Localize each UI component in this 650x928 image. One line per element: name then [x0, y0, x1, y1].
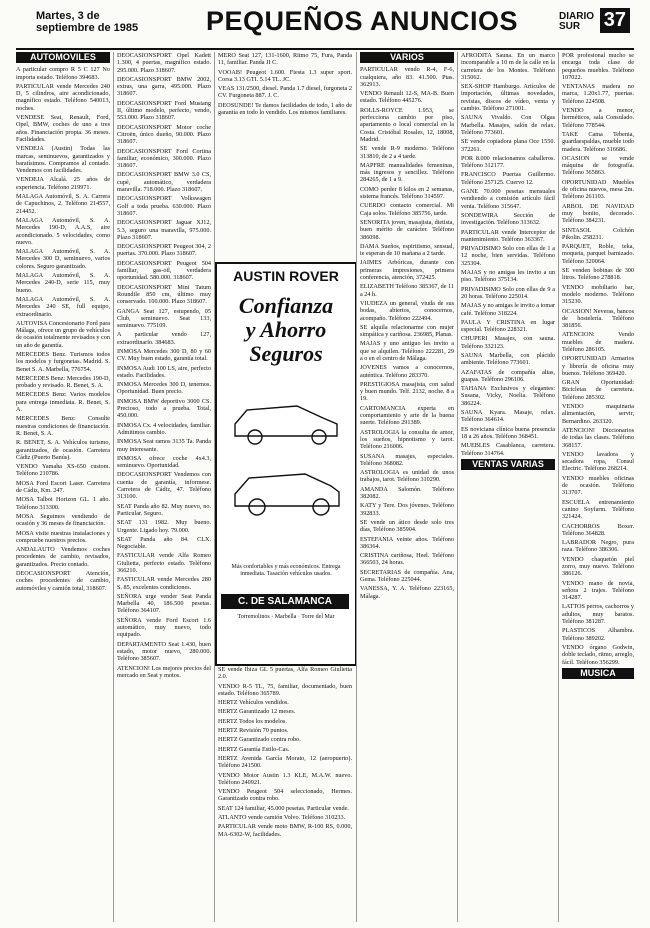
classified-ad: A particular compro R 5 C 127 No importa estado. Teléfono 394683. [16, 66, 110, 81]
classified-ad: MERCEDES Benz: Consulte nuestras condiciones de financiación. R. Benet, S. A. [16, 415, 110, 437]
classified-ad: VENDO R-5 TL, 75, familiar, documentado, buen estado. Teléfono 365789. [218, 682, 352, 697]
classified-ad: INMOSA Seat ramos 3135 Ta. Panda muy interesante. [117, 438, 211, 453]
classified-ad: HERTZ Garantía Estilo-Cas. [218, 745, 290, 753]
classified-ad: ATENCION: Vendo muebles de madera. Teléfono 286105. [562, 331, 634, 353]
classified-ad: SAUNA Marbella, con plácido ambiente. Teléfono 773601. [461, 351, 555, 367]
classified-ad: SENORITA joven, masajista, dietista, buen mérito de carácter. Teléfono 386098. [360, 218, 454, 241]
classified-ad: MOSA Seguimos vendiendo de ocasión y 36 meses de financiación. [16, 512, 110, 528]
classified-ad: HERTZ Vehículos vendidos. [218, 699, 289, 707]
column-rule [113, 52, 114, 922]
page-number: 37 [600, 8, 630, 33]
column-3-bottom-body [218, 666, 352, 838]
classified-ad: VENDEJA (Austin) Todas las marcas, seminuevos, garantizados y baratísimos. Compramos al contado. Vendemos con facilidades. [16, 145, 110, 175]
advert-address: Torremolinos · Marbella · Torre del Mar [237, 614, 335, 620]
classified-ad: DAMA Sueños, espiritismo, sensual, te esperan de 10 mañana a 2 tarde. [360, 242, 454, 258]
classified-ad: JOVENES vamos a conocernos, auténtica. Teléfono 283370. [360, 364, 454, 379]
classified-ad: MAJAS y no amigas le invito a tomar café. Teléfono 318224. [461, 302, 555, 317]
issue-date-line1: Martes, 3 de [36, 10, 100, 22]
classified-ad: TAHANA Exclusivos y elegantes: Susana, Vicky, Noelia. Teléfono 386224. [461, 385, 555, 407]
column-3-bottom [218, 666, 352, 922]
classified-ad: SEAT Panda año 84. CLX. Negociable. [117, 535, 211, 551]
classified-ad: PARQUET, Roble, teka, moqueta, parquet barnizado. Teléfono 320064. [562, 243, 634, 265]
classified-ad: MALAGA Automóvil, S. A. Mercedes 240 SE, full equipo, extraordinario. [16, 295, 110, 318]
classified-ad: DEOCASIONSPORT Ford Mustang II, último modelo, perfecto, vendo, 553.000. Plazo 318607. [117, 99, 211, 122]
classified-ad: FASTICULAR vende Alfa Romeo Giulietta, perfecto estado. Teléfono 366210. [117, 552, 211, 574]
classified-ad: VENDO a menor, herméticos, sala Consulado. Teléfono 778544. [562, 107, 634, 129]
classified-ad: DEOCASIONSPORT Peugeot 504 familiar, gas-oil, verdadera oportunidad. 580.000. 318607. [117, 259, 211, 282]
classified-ad: ESTEFANIA veinte años. Teléfono 386364. [360, 535, 454, 550]
classified-ad: OPORTUNIDAD Muebles de oficina nuevos, mesa 2m. Teléfono 261103. [562, 178, 634, 201]
classified-ad: INMOSA Audi 100 LS, aire, perfecto estado. Facilidades. [117, 364, 211, 379]
classified-ad: MAPFRE manualidades femeninas, más ingresos y sencillez. Teléfono 284265, de 1 a 9. [360, 161, 454, 184]
classified-ad: VENDO chaquetón piel zorro, muy nuevo. Teléfono 386126. [562, 555, 634, 578]
classified-ad: OCASION se vende máquina de fotografía. Teléfono 365863. [562, 154, 634, 177]
classified-ad: LABRADOR Negro, pura raza. Teléfono 386306. [562, 539, 634, 554]
column-3-body [218, 52, 352, 116]
column-rule [457, 52, 458, 922]
classified-ad: SEÑORA urge vender Seat Panda Marbella 40, 186.500 pesetas. Teléfono 364107. [117, 592, 211, 615]
classified-ad: HERTZ Todos los modelos. [218, 717, 287, 725]
classified-ad: ATLANTO vende camión Volvo. Teléfono 310233. [218, 814, 346, 822]
classified-ad: CUERDO contacto comercial. Mi Caja solos. Teléfono 385756, tarde. [360, 202, 454, 217]
classified-ad: GRAN Oportunidad: Bicicletas de carretera. Teléfono 285302. [562, 379, 634, 401]
column-4 [360, 52, 454, 922]
classified-ad: AZAFATAS de compañía altas, guapas. Teléfono 296106. [461, 368, 555, 383]
column-1-body [16, 66, 110, 592]
classified-ad: PARTICULAR vendo R-4, F-6, cualquiera, año 83. 41.500. Ptas. 362913. [360, 66, 454, 88]
classified-ad: SEAT 124 familiar, 45.000 pesetas. Particular vende. [218, 804, 349, 812]
issue-date-line2: septiembre de 1985 [36, 22, 139, 34]
classified-ad: MALAGA Automóvil, S. A. Mercedes 240-D, serie 115, muy bueno. [16, 272, 110, 294]
classified-ad: VIUDEZA un general, viuda de sus bodas, abiertos, conocernos, acompaño. Teléfono 222494. [360, 299, 454, 322]
classified-ad: CACHORROS Boxer. Teléfono 364828. [562, 522, 634, 537]
column-1 [16, 52, 110, 922]
classified-ad: ELIZABETH Teléfono 385367, de 11 a 24 h. [360, 283, 454, 298]
classified-ad: HERTZ Garantizado 12 meses. [218, 708, 296, 716]
brand-line1: DIARIO [559, 11, 594, 22]
classified-ad: ES noviciana clínica buena presencia 18 a 26 años. Teléfono 368451. [461, 425, 555, 440]
classified-ad: SEAT 131 1982. Muy bueno. Urgente. Ligado hoy. 79.000. [117, 519, 211, 534]
classified-ad: VENDO Yamaha XS-650 custom. Teléfono 210786. [16, 463, 110, 478]
advert-slogan-line1: Confianza [238, 293, 334, 318]
classified-ad: MERCEDES Benz: Mercedes 190-D, probado y revisado. R. Benet, S. A. [16, 374, 110, 390]
classified-ad: CHUPERI Masajes, con sauna. Teléfono 332123. [461, 335, 555, 350]
classified-ad: SAUNA Vivaldo. Con Olgas Marbella. Masajes, salón de relax. Teléfono 773601. [461, 114, 555, 136]
classified-ad: VENDO mano de novia, señora 2 trajes. Teléfono 314287. [562, 579, 634, 602]
classified-ad: DEOCASIONSPORT Opel Kadett 1.300, 4 puertas, magnífico estado. 295.000. Plazo 318607. [117, 52, 211, 74]
classified-ad: SONDEWIRA Sección de investigación. Teléfono 313632. [461, 211, 555, 227]
classified-ad: SEAT Panda año 82. Muy nuevo, no. Particular. Seguro. [117, 502, 211, 517]
classified-ad: SAUNA Kyara. Masaje, relax. Teléfono 364614. [461, 409, 555, 424]
classified-ad: R. BENET, S. A. Vehículos turismo, garantizados, de ocasión. Carretera Cádiz (Puerto Banús). [16, 439, 110, 461]
advert-dealer: C. DE SALAMANCA [221, 594, 349, 609]
classified-ad: COMO perder 8 kilos en 2 semanas, sistema francés. Teléfono 314597. [360, 185, 454, 201]
classified-ad: DEOSUNDE! Te damos facilidades de todo, 1 año de garantía en todo lo vendido. Los mismos familiares. [218, 101, 352, 117]
classified-ad: SINTASOL Colchón Pikolin. 258231. [562, 226, 634, 241]
classified-ad: PAULA Y CRISTINA en lugar especial. Teléfono 228321. [461, 318, 555, 334]
classified-ad: SEÑORA vende Ford Escort 1.6 automático, muy nuevo, todo equipado. [117, 616, 211, 639]
advert-slogan-line3: Seguros [249, 341, 323, 366]
classified-ad: PARTICULAR vende moto BMW, R-100 RS, 0.000, MA-6302-W, facilidades. [218, 823, 352, 838]
classified-ad: MUEBLES Casablanca, carretera. Teléfono 314764. [461, 442, 555, 457]
classified-ad: ATENCION! Los mejores precios del mercado en Seat y motos. [117, 664, 211, 679]
classified-ad: PLASTICOS Alhambra. Teléfono 389202. [562, 627, 634, 642]
classified-ad: OPORTUNIDAD Armarios y librería de oficina muy buenos. Teléfono 369420. [562, 355, 634, 377]
advert-caption: Más confortables y más económicos. Entrega inmediata. Tasación vehículos usados. [231, 564, 341, 577]
classified-ad: VENDO Motor Austin 1.3 KLE, M.A.W. nuevo. Teléfono 240921. [218, 771, 352, 786]
classified-ad: ASTROLOGIA la consulta de amor, los sueños, hipnotismo y tarot. Teléfono 216006. [360, 428, 454, 451]
section-musica: MUSICA [562, 668, 634, 679]
classified-ad: ROLLS-ROYCE 1.953, se perfecciona cambio por piso, apartamento o local comercial en la Costa. Cristóbal Rosales, 12, 18008, Madrid. [360, 106, 454, 143]
classified-ad: VEAS 131/2500, diesel. Panda 1.7 diesel, furgoneta 2 CV. Furgoneta 887. J. C. [218, 85, 352, 100]
classified-ad: SECRETARIAS de compañía. Ana, Gema. Teléfono 225044. [360, 568, 454, 583]
classified-ad: AMANDA Salomón. Teléfono 382082. [360, 485, 454, 501]
column-3 [218, 52, 352, 258]
column-2 [117, 52, 211, 922]
classified-ad: VENDO órgano Godwin, doble teclado, ritmo, arreglo, fácil. Teléfono 356299. [562, 643, 634, 666]
classified-ad: VENDO maquinaria alimentación, servir, Bernardino. 263320. [562, 403, 634, 425]
advert-title: AUSTIN ROVER [233, 268, 339, 284]
classified-ad: ATENCION! Diccionarios de todas las clases. Teléfono 368157. [562, 426, 634, 449]
classified-ad: KATY y Tere. Dos jóvenes. Teléfono 392833. [360, 502, 454, 517]
classified-ad: PRIVADISIMO Solo con ellas de 9 a 20 horas. Teléfono 225014. [461, 285, 555, 300]
classified-ad: DEOCASIONSPORT Mini Tatum Roundile 850 cm, último muy conservado. 100.000. Plazo 318607. [117, 283, 211, 306]
classified-ad: AUTOVISA Concesionario Ford para Málaga, ofrece un grupo de vehículos de ocasión totalmente revisados y con un año de garantía. [16, 319, 110, 349]
newspaper-brand [559, 12, 594, 32]
classified-ad: VENDESE Seat, Renault, Ford, Opel, BMW, coches de uno a tres años. Financiación propia. 36 meses. Facilidades. [16, 114, 110, 143]
classified-ad: DEOCASIONSPORT Jaguar XJ12, 5.3, seguro una maravilla, 975.000. Plazo 318607. [117, 219, 211, 241]
classified-ad: DEOCASIONSPORT Atención, coches procedentes de cambio, automóviles y camión total, 318607. [16, 570, 110, 592]
brand-line2: SUR [559, 21, 581, 32]
classified-ad: MALAGA Automóvil, S. A. Mercedes 190-D, A.A.S, aire acondicionado. 5 velocidades, como nuevo. [16, 216, 110, 246]
classified-ad: GANE 70.000 pesetas mensuales vendiendo a comisión artículo fácil venta. Teléfono 315647. [461, 188, 555, 210]
classified-ad: ANDALAUTO Vendemos coches procedentes de cambio, revisados, garantizados. Precio contado. [16, 546, 110, 568]
classified-ad: MOSA visite nuestras instalaciones y compruebe nuestros precios. [16, 529, 110, 544]
classified-ad: JAIMES Arbóricas, durante con primeras impresiones, primera conferencia, atención, 372425. [360, 259, 454, 282]
page-title: PEQUEÑOS ANUNCIOS [206, 6, 519, 36]
page-header [16, 4, 634, 50]
column-4-body [360, 66, 454, 600]
classified-ad: DEOCASIONSPORT BMW 2002, extras, una garra, 495.000. Plazo 318607. [117, 75, 211, 98]
classified-ad: MERCEDES Benz: Varios modelos para entrega inmediata. R. Benet, S. A. [16, 391, 110, 414]
classified-ad: SE vende R-9 moderno. Teléfono 313810, de 2 a 4 tarde. [360, 145, 454, 160]
classified-ad: ASTROLOGIA es unidad de unos trabajos, tarot. Teléfono 310290. [360, 469, 454, 484]
classified-ad: VENDO Renault 12-S, MA-B. Buen estado. Teléfono 445276. [360, 90, 454, 105]
classified-ad: ARBOL DE NAVIDAD muy bonito, decorado. Teléfono 384231. [562, 202, 634, 225]
austin-rover-advert [215, 262, 357, 666]
classified-ad: DEOCASIONSPORT Ford Cortina familiar, económico, 300.000. Plazo 318607. [117, 147, 211, 170]
classified-ad: DEPARTAMENTO Seat 1.430, buen estado, motor nuevo, 280.000. Teléfono 385607. [117, 640, 211, 663]
classified-ad: MALAGA Automóvil, S. A. Mercedes 300 D, seminuevo, varios colores. Seguro garantizado. [16, 248, 110, 270]
classified-ad: INMOSA Mercedes 300 D, 80 y 60 CV. Muy buen estado, garantía total. [117, 347, 211, 363]
classified-ad: VENDO mobiliario bar, modelo moderno. Teléfono 315230. [562, 283, 634, 306]
column-2-body [117, 52, 211, 679]
classified-ad: LATTOS perros, cachorros y adultos, muy baratos. Teléfono 381287. [562, 603, 634, 626]
column-6 [562, 52, 634, 922]
classified-ad: DEOCASIONSPORT Volkswagen Golf a toda prueba. 630.000. Plazo 318607. [117, 195, 211, 217]
classified-ad: SEX-SHOP Hamburgo. Artículos de importación, últimas novedades, revistas, discos de vídeo, venta y cambio. Teléfono 271001. [461, 83, 555, 113]
classified-ad: VENDO muebles oficinas de ocasión. Teléfono 313707. [562, 474, 634, 497]
classified-ad: HERTZ Garantizado contra robo. [218, 736, 301, 744]
classified-ad: DEOCASIONSPORT Motor coche Citroën, único dueño, 90.000. Plazo 318607. [117, 123, 211, 146]
classified-ad: VOOAB! Peugeot 1.600. Fiesta 1.3 super sport. Corsa 3.13 GTI. 5.14 TL. JC. [218, 68, 352, 83]
classified-ad: DEOCASIONSPORT BMW 3.0 CS, cupé, automático, verdadera maravilla. 718.000. Plazo 318607. [117, 171, 211, 194]
classified-ad: INMOSA Mercedes 300 D, tenemos. Oportunidad. Buen precio. [117, 381, 211, 396]
classified-ad: VENDO lavadora y secadora ropa, Consul Electric. Teléfono 268214. [562, 450, 634, 473]
classified-ad: A particular vendo 127, extraordinario. 384683. [117, 331, 211, 346]
classified-ad: POR 8.000 relacionamos caballeros. Teléfono 312177. [461, 154, 555, 170]
column-rule [558, 52, 559, 922]
classified-ad: DEOCASIONSPORT Peugeot 304, 2 puertas. 370.000. Plazo 318607. [117, 243, 211, 258]
car-illustration [227, 384, 345, 544]
classified-ad: MERCEDES Benz. Turismos todos los modelos y furgonetas. Madrid. S. Benet S. A. Marbella, 776754. [16, 350, 110, 373]
classified-ad: PRIVADISIMO Solo con ellas de 1 a 12 noche, bien servidas. Teléfono 325304. [461, 245, 555, 267]
classified-ad: SUSANA masajes, especiales. Teléfono 368082. [360, 452, 454, 467]
section-automoviles: AUTOMOVILES [16, 52, 110, 63]
classified-ad: POR profesional mucho se encarga toda clase de pequeños muebles. Teléfono 107022. [562, 52, 634, 81]
classified-ad: SE vende un ático desde solo tres días, Teléfono 385904. [360, 518, 454, 534]
classified-ad: HERTZ Revisión 70 puntos. [218, 727, 289, 735]
classified-ad: OCASION! Neveras, bancos de hostelería. Teléfono 381856. [562, 307, 634, 330]
classified-ad: GANGA Seat 127, estupendo, 05 Club, seminuevo. Seat 133, seminuevo. 775109. [117, 307, 211, 330]
classified-ad: VANESSA, Y. A. Teléfono 223165, Málaga. [360, 585, 454, 600]
classified-ad: VENTANAS madera no marca, 1.20x1.77, puertas. Teléfono 224508. [562, 83, 634, 105]
classified-ad: SE vende copiadora plana Oce 1550. 372261. [461, 138, 555, 153]
classified-ad: SE alquila relacionarme con mujer simpática y cariñosa. 236985, Planas. [360, 323, 454, 339]
column-5-body [461, 52, 555, 457]
classified-ad: DEOCASIONSPORT Vendemos con cuenta de garantía, informese. Carretera de Cádiz, 47. Teléfono 313100. [117, 471, 211, 501]
classified-ad: SE vende Ibiza GL 5 puertas, Alfa Romeo Giulietta 2.0. [218, 666, 352, 681]
column-5 [461, 52, 555, 922]
classified-ad: FRANCISCO Puertas Guillermo. Teléfono 257125. Cuervo 12. [461, 171, 555, 186]
classified-ad: SE venden bobinas de 300 litros. Teléfono 278818. [562, 267, 634, 282]
classified-ad: MOSA Talbot Horizon GL. 1 año. Teléfono 313300. [16, 496, 110, 511]
classified-ad: VENDEJA Alcalá. 25 años de experiencia. Teléfono 219971. [16, 176, 110, 191]
classified-ad: MAJAS y uno antiguo les invito a que se alquilen. Teléfono 222281, 29 a o en el centro de Málaga. [360, 340, 454, 362]
classified-ad: MALAGA Automóvil, S. A. Carrera de Capuchinos, 2. Teléfono 214557, 214452. [16, 193, 110, 215]
classified-ad: MAJAS y no amigas les invito a un piso. Teléfono 375134. [461, 269, 555, 284]
classified-ad: HERTZ Avenida García Morato, 12 (aeropuerto). Teléfono 241500. [218, 754, 352, 770]
classified-ad: PRESTIGIOSA masajista, con salud y buen mundo. Telf. 2132, noche. 8 a 19. [360, 380, 454, 403]
classified-ad: PARTICULAR vende Interceptor de mantenimiento. Teléfono 363367. [461, 228, 555, 243]
classified-ad: ESCUELA entrenamiento canino Soyfarm. Teléfono 321424. [562, 498, 634, 521]
classified-ad: VENDO Peugeot 504 seleccionado, Hermes. Garantizado contra robo. [218, 788, 352, 803]
classified-ad: INMOSA ofrece coche 4x4.3, seminuevo. Oportunidad. [117, 454, 211, 470]
classified-ad: MERO Seat 127, 131-1600, Ritmo 75, Fura, Panda 11, familiar. Panda JI C. [218, 52, 352, 67]
issue-date [36, 10, 156, 34]
advert-slogan [217, 294, 355, 366]
classified-ad: AFRODITA Sauna. En un marco incomparable a 10 m de la calle en la carretera de los Montes. Teléfono 315062. [461, 52, 555, 81]
classified-ad: TAKE Cama Tebenia, guardaespaldas, mueble todo madera. Teléfono 316686. [562, 130, 634, 153]
classified-ad: CRISTINA cariñosa, Heel. Teléfono 366503, 24 horas. [360, 552, 454, 567]
column-6-body [562, 52, 634, 666]
column-rule [356, 52, 357, 922]
classified-ad: FASTICULAR vende Mercedes 280 S. 85, excelentes condiciones. [117, 576, 211, 591]
classified-ad: MOSA Ford Escort Laser. Carretera de Cádiz, Km. 247. [16, 479, 110, 495]
classified-ad: CARTOMANCIA experta en comportamiento y arte de la buena suerte. Teléfono 291389. [360, 404, 454, 427]
advert-slogan-line2: y Ahorro [245, 317, 327, 342]
classified-ad: PARTICULAR vende Mercedes 240 D, 5 cilindros, aire acondicionado, magnífico estado. Teléfono 540013, noches. [16, 82, 110, 112]
classified-ad: INMOSA Cx. 4 velocidades, familiar. Admitimos cambio. [117, 421, 211, 436]
section-ventas-varias: VENTAS VARIAS [461, 459, 555, 470]
classified-ad: INMOSA BMW deportivo 3000 CS. Precioso, todo a prueba. Total, 450.000. [117, 397, 211, 420]
section-varios: VARIOS [360, 52, 454, 63]
